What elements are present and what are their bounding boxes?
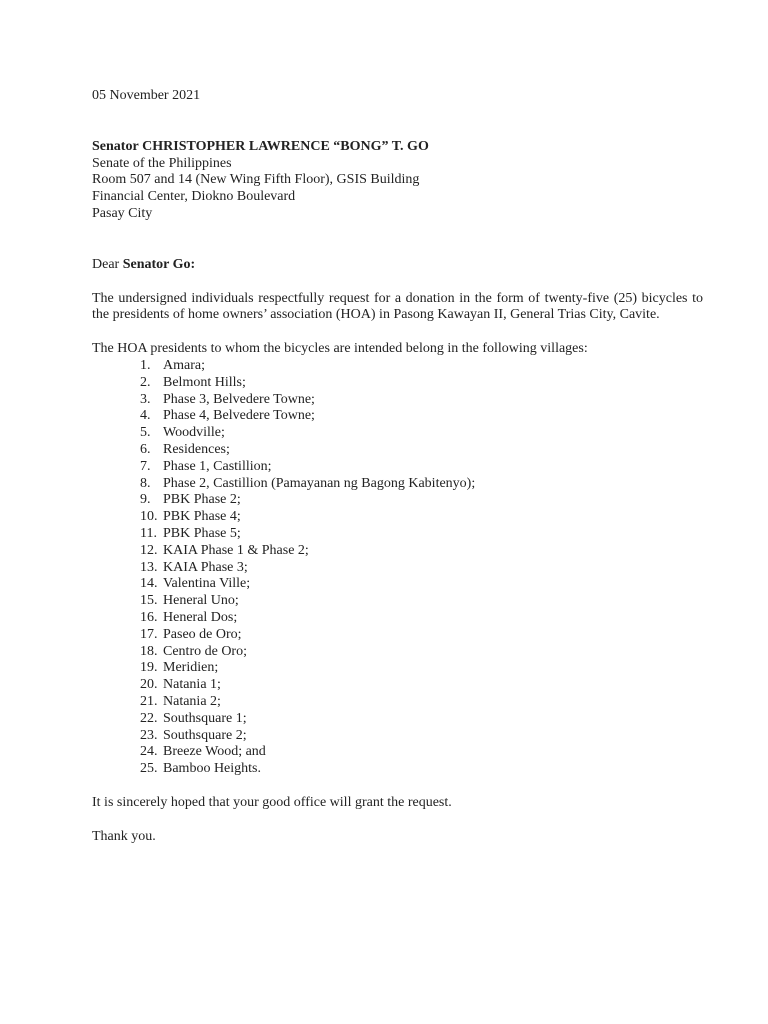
list-intro: The HOA presidents to whom the bicycles are intended belong in the following villages: [92, 341, 588, 357]
village-list-item [92, 509, 692, 526]
village-list [92, 358, 692, 778]
village-number: 7. [140, 458, 151, 474]
village-name: Centro de Oro; [163, 643, 247, 659]
village-name: Phase 4, Belvedere Towne; [163, 408, 315, 424]
recipient-title: Senator [92, 138, 139, 154]
village-name: Natania 1; [163, 677, 221, 693]
village-number: 5. [140, 425, 151, 441]
village-list-item [92, 627, 692, 644]
recipient-address-line: Senate of the Philippines [92, 155, 232, 171]
village-name: Phase 1, Castillion; [163, 458, 272, 474]
village-name: Bamboo Heights. [163, 761, 261, 777]
village-number: 2. [140, 374, 151, 390]
village-list-item [92, 526, 692, 543]
village-number: 6. [140, 441, 151, 457]
village-name: KAIA Phase 1 & Phase 2; [163, 542, 309, 558]
village-list-item [92, 728, 692, 745]
village-number: 14. [140, 576, 158, 592]
village-number: 10. [140, 509, 158, 525]
recipient-name-line [92, 139, 692, 156]
village-name: Woodville; [163, 425, 225, 441]
village-list-item [92, 576, 692, 593]
recipient-address-line: Pasay City [92, 205, 153, 221]
village-number: 18. [140, 643, 158, 659]
thank-you-line: Thank you. [92, 828, 156, 844]
salutation-name: Senator Go: [122, 256, 196, 272]
village-number: 4. [140, 408, 151, 424]
village-name: Southsquare 2; [163, 727, 247, 743]
village-number: 20. [140, 677, 158, 693]
village-number: 13. [140, 559, 158, 575]
village-list-item [92, 694, 692, 711]
village-name: Meridien; [163, 660, 219, 676]
village-list-item [92, 677, 692, 694]
village-number: 23. [140, 727, 158, 743]
village-name: PBK Phase 5; [163, 525, 241, 541]
village-list-item [92, 459, 692, 476]
letter-date: 05 November 2021 [92, 88, 201, 103]
village-name: Belmont Hills; [163, 374, 246, 390]
village-number: 11. [140, 525, 157, 541]
village-name: Phase 2, Castillion (Pamayanan ng Bagong Kabitenyo); [163, 475, 476, 491]
village-number: 8. [140, 475, 151, 491]
village-list-item [92, 358, 692, 375]
village-list-item [92, 644, 692, 661]
village-name: Breeze Wood; and [163, 744, 266, 760]
village-list-item [92, 660, 692, 677]
village-name: KAIA Phase 3; [163, 559, 248, 575]
village-list-item [92, 593, 692, 610]
village-name: Amara; [163, 357, 205, 373]
village-number: 12. [140, 542, 158, 558]
salutation [92, 257, 692, 274]
village-list-item [92, 610, 692, 627]
village-list-item [92, 543, 692, 560]
village-number: 1. [140, 357, 151, 373]
village-list-item [92, 476, 692, 493]
village-name: Paseo de Oro; [163, 626, 242, 642]
village-number: 9. [140, 492, 151, 508]
village-list-item [92, 425, 692, 442]
village-number: 15. [140, 593, 158, 609]
village-name: Southsquare 1; [163, 710, 247, 726]
village-name: Valentina Ville; [163, 576, 251, 592]
village-number: 3. [140, 391, 151, 407]
village-name: PBK Phase 2; [163, 492, 241, 508]
recipient-address-line: Room 507 and 14 (New Wing Fifth Floor), GSIS Building [92, 172, 420, 188]
village-list-item [92, 711, 692, 728]
village-list-item [92, 761, 692, 778]
village-name: Residences; [163, 441, 230, 457]
salutation-prefix: Dear [92, 256, 120, 272]
recipient-address-line: Financial Center, Diokno Boulevard [92, 189, 296, 205]
village-list-item [92, 560, 692, 577]
village-name: Heneral Dos; [163, 609, 238, 625]
letter-page [92, 88, 703, 845]
village-list-item [92, 408, 692, 425]
body-paragraph: The undersigned individuals respectfully request for a donation in the form of twenty-five (25) bicycles to the presidents of home owners’ association (HOA) in Pasong Kawayan II, General Trias City, Cavite. [92, 290, 703, 323]
village-number: 19. [140, 660, 158, 676]
village-name: PBK Phase 4; [163, 509, 241, 525]
village-number: 25. [140, 761, 158, 777]
village-number: 21. [140, 693, 158, 709]
village-number: 24. [140, 744, 158, 760]
village-name: Heneral Uno; [163, 593, 239, 609]
village-list-item [92, 392, 692, 409]
village-number: 22. [140, 710, 158, 726]
closing-sentence: It is sincerely hoped that your good office will grant the request. [92, 794, 452, 810]
village-number: 16. [140, 609, 158, 625]
village-list-item [92, 375, 692, 392]
village-list-item [92, 442, 692, 459]
village-number: 17. [140, 626, 158, 642]
village-list-item [92, 744, 692, 761]
village-name: Phase 3, Belvedere Towne; [163, 391, 315, 407]
village-name: Natania 2; [163, 693, 221, 709]
recipient-name: CHRISTOPHER LAWRENCE “BONG” T. GO [142, 138, 429, 154]
village-list-item [92, 492, 692, 509]
